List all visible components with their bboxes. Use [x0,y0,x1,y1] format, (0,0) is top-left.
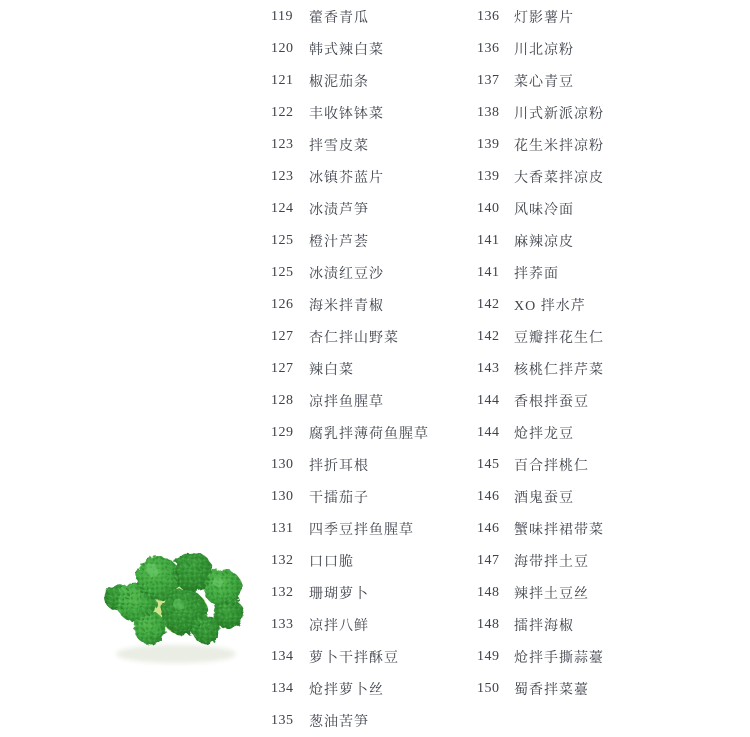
toc-entry [271,673,429,705]
toc-dish-title: 大香菜拌凉皮 [514,171,604,186]
toc-entry [477,161,604,193]
toc-entry [271,1,429,33]
toc-column-right [477,1,604,705]
toc-entry [477,577,604,609]
toc-entry [477,609,604,641]
toc-dish-title: 辣拌土豆丝 [514,587,589,602]
toc-page-number: 136 [477,41,500,56]
toc-dish-title: 川式新派凉粉 [514,107,604,122]
toc-page-number: 125 [271,233,294,248]
toc-entry [271,33,429,65]
toc-entry [271,705,429,737]
toc-entry [271,161,429,193]
toc-dish-title: 擂拌海椒 [514,619,574,634]
toc-page-number: 125 [271,265,294,280]
toc-entry [271,577,429,609]
toc-entry [477,33,604,65]
toc-page-number: 142 [477,329,500,344]
toc-page-number: 146 [477,489,500,504]
toc-page-number: 147 [477,553,500,568]
toc-page-number: 133 [271,617,294,632]
toc-entry [477,673,604,705]
toc-page-number: 143 [477,361,500,376]
toc-page-number: 127 [271,361,294,376]
toc-page-number: 123 [271,137,294,152]
toc-dish-title: 辣白菜 [309,363,354,378]
toc-page-number: 121 [271,73,294,88]
toc-dish-title: 冰渍红豆沙 [309,267,384,282]
toc-entry [271,193,429,225]
toc-page-number: 126 [271,297,294,312]
toc-page-number: 124 [271,201,294,216]
toc-dish-title: 冰镇芥蓝片 [309,171,384,186]
toc-entry [477,513,604,545]
toc-entry [477,321,604,353]
toc-dish-title: 香根拌蚕豆 [514,395,589,410]
toc-page-number: 140 [477,201,500,216]
toc-entry [477,129,604,161]
toc-entry [271,353,429,385]
toc-page-number: 141 [477,233,500,248]
toc-page-number: 138 [477,105,500,120]
toc-dish-title: 花生米拌凉粉 [514,139,604,154]
toc-dish-title: 灯影薯片 [514,11,574,26]
toc-page-number: 137 [477,73,500,88]
toc-entry [271,97,429,129]
toc-page-number: 120 [271,41,294,56]
toc-entry [271,545,429,577]
toc-dish-title: 豆瓣拌花生仁 [514,331,604,346]
toc-dish-title: 拌雪皮菜 [309,139,369,154]
toc-dish-title: 核桃仁拌芹菜 [514,363,604,378]
toc-dish-title: 韩式辣白菜 [309,43,384,58]
toc-page-number: 128 [271,393,294,408]
toc-page-number: 136 [477,9,500,24]
toc-page-number: 130 [271,457,294,472]
toc-entry [477,289,604,321]
toc-dish-title: 珊瑚萝卜 [309,587,369,602]
toc-page-number: 132 [271,553,294,568]
toc-dish-title: 百合拌桃仁 [514,459,589,474]
toc-entry [477,1,604,33]
toc-dish-title: 葱油苦笋 [309,715,369,730]
toc-page-number: 145 [477,457,500,472]
toc-dish-title: 干擂茄子 [309,491,369,506]
toc-dish-title: 炝拌手撕蒜薹 [514,651,604,666]
toc-entry [477,97,604,129]
toc-page-number: 132 [271,585,294,600]
toc-dish-title: 炝拌萝卜丝 [309,683,384,698]
toc-dish-title: 海带拌土豆 [514,555,589,570]
toc-page-number: 150 [477,681,500,696]
toc-page-number: 139 [477,169,500,184]
toc-page-number: 127 [271,329,294,344]
toc-dish-title: 椒泥茄条 [309,75,369,90]
toc-dish-title: 蟹味拌裙带菜 [514,523,604,538]
toc-page-number: 129 [271,425,294,440]
toc-dish-title: 风味冷面 [514,203,574,218]
broccoli-image [96,542,254,666]
toc-page-number: 146 [477,521,500,536]
toc-page-number: 134 [271,649,294,664]
toc-dish-title: 腐乳拌薄荷鱼腥草 [309,427,429,442]
toc-dish-title: XO 拌水芹 [514,299,586,314]
toc-entry [271,513,429,545]
toc-page-number: 149 [477,649,500,664]
toc-entry [477,417,604,449]
toc-entry [271,225,429,257]
toc-dish-title: 菜心青豆 [514,75,574,90]
toc-entry [271,449,429,481]
toc-entry [271,257,429,289]
toc-entry [477,353,604,385]
toc-page-number: 130 [271,489,294,504]
toc-column-left [271,1,429,737]
toc-page-number: 122 [271,105,294,120]
toc-page-number: 141 [477,265,500,280]
toc-dish-title: 口口脆 [309,555,354,570]
toc-entry [477,257,604,289]
toc-dish-title: 蜀香拌菜薹 [514,683,589,698]
toc-page-number: 134 [271,681,294,696]
toc-page-number: 139 [477,137,500,152]
toc-page-number: 144 [477,393,500,408]
toc-page-number: 119 [271,9,293,24]
toc-page-number: 131 [271,521,294,536]
toc-dish-title: 川北凉粉 [514,43,574,58]
toc-entry [477,385,604,417]
toc-dish-title: 冰渍芦笋 [309,203,369,218]
toc-entry [271,321,429,353]
toc-dish-title: 麻辣凉皮 [514,235,574,250]
toc-dish-title: 拌折耳根 [309,459,369,474]
toc-entry [271,129,429,161]
toc-entry [271,385,429,417]
toc-dish-title: 萝卜干拌酥豆 [309,651,399,666]
toc-dish-title: 凉拌鱼腥草 [309,395,384,410]
toc-entry [477,225,604,257]
toc-entry [271,417,429,449]
toc-entry [271,289,429,321]
toc-page-number: 142 [477,297,500,312]
toc-page-number: 148 [477,617,500,632]
toc-dish-title: 四季豆拌鱼腥草 [309,523,414,538]
toc-page-number: 123 [271,169,294,184]
toc-dish-title: 炝拌龙豆 [514,427,574,442]
toc-dish-title: 海米拌青椒 [309,299,384,314]
toc-dish-title: 酒鬼蚕豆 [514,491,574,506]
toc-entry [477,193,604,225]
toc-entry [271,65,429,97]
toc-entry [477,641,604,673]
toc-dish-title: 杏仁拌山野菜 [309,331,399,346]
toc-entry [271,481,429,513]
toc-dish-title: 丰收钵钵菜 [309,107,384,122]
toc-entry [271,609,429,641]
toc-dish-title: 拌荞面 [514,267,559,282]
toc-entry [477,481,604,513]
toc-page-number: 135 [271,713,294,728]
toc-page-number: 148 [477,585,500,600]
toc-entry [477,65,604,97]
toc-dish-title: 藿香青瓜 [309,11,369,26]
toc-dish-title: 凉拌八鲜 [309,619,369,634]
toc-entry [271,641,429,673]
toc-entry [477,545,604,577]
toc-entry [477,449,604,481]
toc-dish-title: 橙汁芦荟 [309,235,369,250]
toc-page-number: 144 [477,425,500,440]
